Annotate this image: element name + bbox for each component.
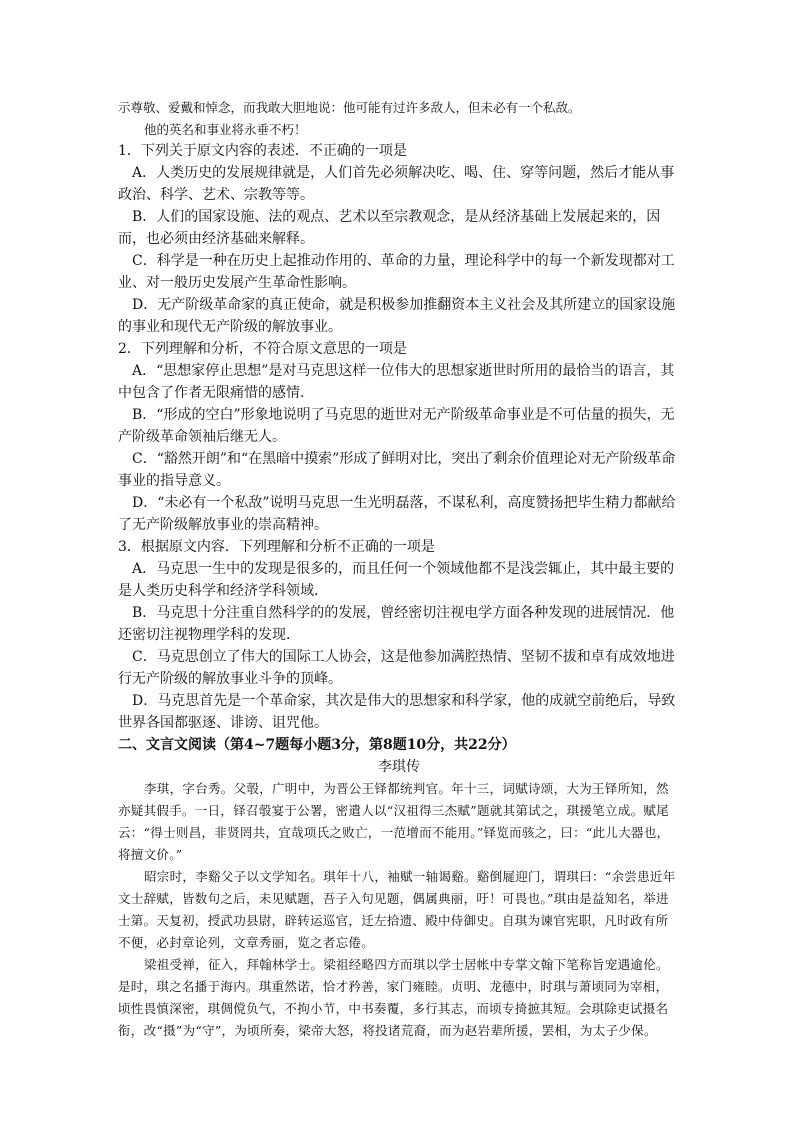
section-title: 二、文言文阅读（第4~7题每小题3分，第8题10分，共22分） bbox=[118, 737, 516, 753]
passage-fragment bbox=[118, 97, 708, 141]
question-area bbox=[118, 140, 680, 1042]
article-title: 李琪传 bbox=[378, 759, 420, 775]
question-option: A．“思想家停止思想”是对马克思这样一位伟大的思想家逝世时所用的最恰当的语言，其中包含了作者无限痛惜的感情． bbox=[118, 363, 675, 401]
question-2 bbox=[118, 338, 680, 536]
question-option: B．“形成的空白”形象地说明了马克思的逝世对无产阶级革命事业是不可估量的损失，无产阶级革命领袖后继无人。 bbox=[118, 407, 675, 445]
question-3 bbox=[118, 536, 680, 734]
question-option: C．马克思创立了伟大的国际工人协会，这是他参加满腔热情、坚韧不拔和卓有成效地进行无产阶级的解放事业斗争的顶峰。 bbox=[118, 649, 675, 687]
question-stem: 1．下列关于原文内容的表述．不正确的一项是 bbox=[118, 143, 407, 159]
classical-paragraph: 李琪，字台秀。父彀，广明中，为晋公王铎都统判官。年十三，词赋诗颂，大为王铎所知，然亦疑其假手。一日，铎召彀宴于公署，密遣人以“汉祖得三杰赋”题就其第试之，琪援笔立成。赋尾云：“得士则昌，非贤罔共，宜哉项氏之败亡，一范增而不能用。”铎览而骇之，曰：“此儿大器也，将擅文价。” bbox=[118, 781, 670, 862]
classical-paragraph: 昭宗时，李谿父子以文学知名。琪年十八，袖赋一轴谒谿。谿倒屣迎门，谓琪曰：“余尝患近年文士辞赋，皆数句之后，未见赋题，吾子入句见题，偶属典丽，吁！可畏也。”琪由是益知名，举进士第。天复初，授武功县尉，辟转运巡官，迁左拾遗、殿中侍御史。自琪为谏官宪职，凡时政有所不便，必封章论列，文章秀丽，览之者忘倦。 bbox=[118, 869, 676, 950]
question-option: D．马克思首先是一个革命家，其次是伟大的思想家和科学家，他的成就空前绝后，导致世界各国都驱逐、诽谤、诅咒他。 bbox=[118, 693, 676, 731]
question-option: C．“豁然开朗”和“在黑暗中摸索”形成了鲜明对比，突出了剩余价值理论对无产阶级革命事业的指导意义。 bbox=[118, 451, 676, 489]
question-option: D．无产阶级革命家的真正使命，就是积极参加推翻资本主义社会及其所建立的国家设施的事业和现代无产阶级的解放事业。 bbox=[118, 297, 676, 335]
question-option: C．科学是一种在历史上起推动作用的、革命的力量，理论科学中的每一个新发现都对工业、对一般历史发展产生革命性影响。 bbox=[118, 253, 675, 291]
question-option: D．“未必有一个私敌”说明马克思一生光明磊落，不谋私利，高度赞扬把毕生精力都献给了无产阶级解放事业的崇高精神。 bbox=[118, 495, 676, 533]
question-1 bbox=[118, 140, 680, 338]
question-option: A．人类历史的发展规律就是，人们首先必须解决吃、喝、住、穿等问题，然后才能从事政治、科学、艺术、宗教等等。 bbox=[118, 165, 675, 203]
passage-line: 示尊敬、爱戴和悼念，而我敢大胆地说：他可能有过许多敌人，但未必有一个私敌。 bbox=[118, 100, 581, 115]
question-option: A．马克思一生中的发现是很多的，而且任何一个领域他都不是浅尝辄止，其中最主要的是人类历史科学和经济学科领域． bbox=[118, 561, 675, 599]
question-stem: 2．下列理解和分析，不符合原文意思的一项是 bbox=[118, 341, 407, 357]
classical-paragraph: 梁祖受禅，征入，拜翰林学士。梁祖经略四方而琪以学士居帐中专掌文翰下笔称旨宠遇逾伦。是时，琪之名播于海内。琪重然诺，恰才矜善，家门雍睦。贞明、龙德中，时琪与萧顷同为宰相，顷性畏慎深密，琪倜傥负气，不拘小节，中书奏覆，多行其志，而顷专掎摭其短。会琪除吏试摄名衔，改“摄”为“守”，为顷所奏，梁帝大怒，将投诸荒裔，而为赵岩辈所援，罢相，为太子少保。 bbox=[118, 957, 669, 1038]
passage-line: 他的英名和事业将永垂不朽！ bbox=[144, 122, 307, 137]
classical-text bbox=[118, 778, 680, 1042]
question-stem: 3．根据原文内容．下列理解和分析不正确的一项是 bbox=[118, 539, 435, 555]
question-option: B．马克思十分注重自然科学的的发展，曾经密切注视电学方面各种发现的进展情况．他还密切注视物理学科的发现． bbox=[118, 605, 675, 643]
question-option: B．人们的国家设施、法的观点、艺术以至宗教观念，是从经济基础上发展起来的，因而，也必须由经济基础来解释。 bbox=[118, 209, 661, 247]
